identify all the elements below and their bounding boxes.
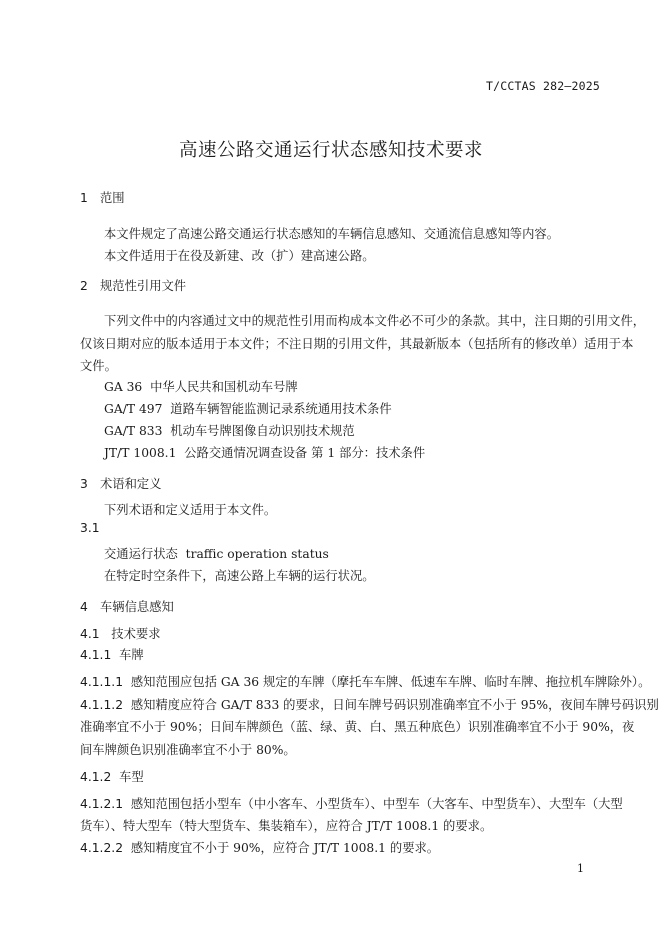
subsection-number: 4.1.1 xyxy=(80,648,112,662)
term-chinese: 交通运行状态 xyxy=(104,547,178,561)
clause-4-1-1-2-line-1 xyxy=(80,695,659,713)
section-title: 规范性引用文件 xyxy=(100,279,187,293)
clause-text: 感知范围应包括 GA 36 规定的车牌（摩托车车牌、低速车车牌、临时车牌、拖拉机车牌除外）。 xyxy=(130,675,651,689)
references-paragraph-line-2: 仅该日期对应的版本适用于本文件；不注日期的引用文件，其最新版本（包括所有的修改单）适用于本 xyxy=(80,337,634,351)
reference-title: 公路交通情况调查设备 第 1 部分：技术条件 xyxy=(184,446,426,460)
subsection-number: 4.1.2 xyxy=(80,770,112,784)
reference-title: 中华人民共和国机动车号牌 xyxy=(150,380,298,394)
clause-4-1-1-2-line-3: 间车牌颜色识别准确率宜不小于 80%。 xyxy=(80,743,296,757)
subsection-4-1-1-heading xyxy=(80,645,144,663)
clause-text: 感知精度宜不小于 90%，应符合 JT/T 1008.1 的要求。 xyxy=(130,841,440,855)
reference-code: GA 36 xyxy=(104,380,143,394)
references-paragraph-line-3: 文件。 xyxy=(80,359,117,373)
term-number: 3.1 xyxy=(80,521,100,535)
reference-item xyxy=(104,421,355,439)
reference-code: JT/T 1008.1 xyxy=(104,446,177,460)
clause-number: 4.1.1.2 xyxy=(80,698,124,712)
reference-title: 机动车号牌图像自动识别技术规范 xyxy=(170,424,355,438)
subsection-title: 车型 xyxy=(119,770,144,784)
clause-text: 感知精度应符合 GA/T 833 的要求，日间车牌号码识别准确率宜不小于 95%，夜间车牌号码识别 xyxy=(130,698,659,712)
subsection-title: 车牌 xyxy=(119,648,144,662)
term-english: traffic operation status xyxy=(185,547,329,561)
section-number: 1 xyxy=(80,191,88,205)
reference-item xyxy=(104,377,298,395)
section-2-heading xyxy=(80,276,186,294)
clause-number: 4.1.2.2 xyxy=(80,841,124,855)
reference-title: 道路车辆智能监测记录系统通用技术条件 xyxy=(170,402,392,416)
section-title: 车辆信息感知 xyxy=(100,600,174,614)
section-1-heading xyxy=(80,188,125,206)
clause-4-1-1-1 xyxy=(80,672,650,690)
reference-code: GA/T 833 xyxy=(104,424,163,438)
clause-4-1-2-1-line-2: 货车）、特大型车（特大型货车、集装箱车），应符合 JT/T 1008.1 的要求。 xyxy=(80,819,493,833)
clause-4-1-2-2 xyxy=(80,838,439,856)
term-entry xyxy=(104,544,329,562)
subsection-number: 4.1 xyxy=(80,627,100,641)
section-number: 3 xyxy=(80,477,88,491)
subsection-title: 技术要求 xyxy=(111,627,161,641)
section-number: 4 xyxy=(80,600,88,614)
clause-4-1-2-1-line-1 xyxy=(80,794,623,812)
clause-text: 感知范围包括小型车（中小客车、小型货车）、中型车（大客车、中型货车）、大型车（大型 xyxy=(130,797,623,811)
term-definition: 在特定时空条件下，高速公路上车辆的运行状况。 xyxy=(104,569,375,583)
scope-paragraph-1: 本文件规定了高速公路交通运行状态感知的车辆信息感知、交通流信息感知等内容。 xyxy=(104,227,559,241)
section-4-heading xyxy=(80,597,174,615)
section-title: 术语和定义 xyxy=(100,477,162,491)
clause-number: 4.1.2.1 xyxy=(80,797,124,811)
subsection-4-1-2-heading xyxy=(80,767,144,785)
page-title: 高速公路交通运行状态感知技术要求 xyxy=(178,140,483,161)
section-3-heading xyxy=(80,474,162,492)
section-number: 2 xyxy=(80,279,88,293)
section-title: 范围 xyxy=(100,191,125,205)
subsection-4-1-heading xyxy=(80,624,161,642)
page-number: 1 xyxy=(577,862,584,875)
references-paragraph-line-1: 下列文件中的内容通过文中的规范性引用而构成本文件必不可少的条款。其中，注日期的引用文件， xyxy=(104,314,646,328)
document-number: T/CCTAS 282—2025 xyxy=(486,79,600,93)
clause-4-1-1-2-line-2: 准确率宜不小于 90%；日间车牌颜色（蓝、绿、黄、白、黑五种底色）识别准确率宜不小于 90%，夜 xyxy=(80,720,635,734)
reference-item xyxy=(104,399,392,417)
clause-number: 4.1.1.1 xyxy=(80,675,124,689)
reference-item xyxy=(104,443,425,461)
scope-paragraph-2: 本文件适用于在役及新建、改（扩）建高速公路。 xyxy=(104,249,375,263)
terms-intro: 下列术语和定义适用于本文件。 xyxy=(104,503,277,517)
reference-code: GA/T 497 xyxy=(104,402,163,416)
